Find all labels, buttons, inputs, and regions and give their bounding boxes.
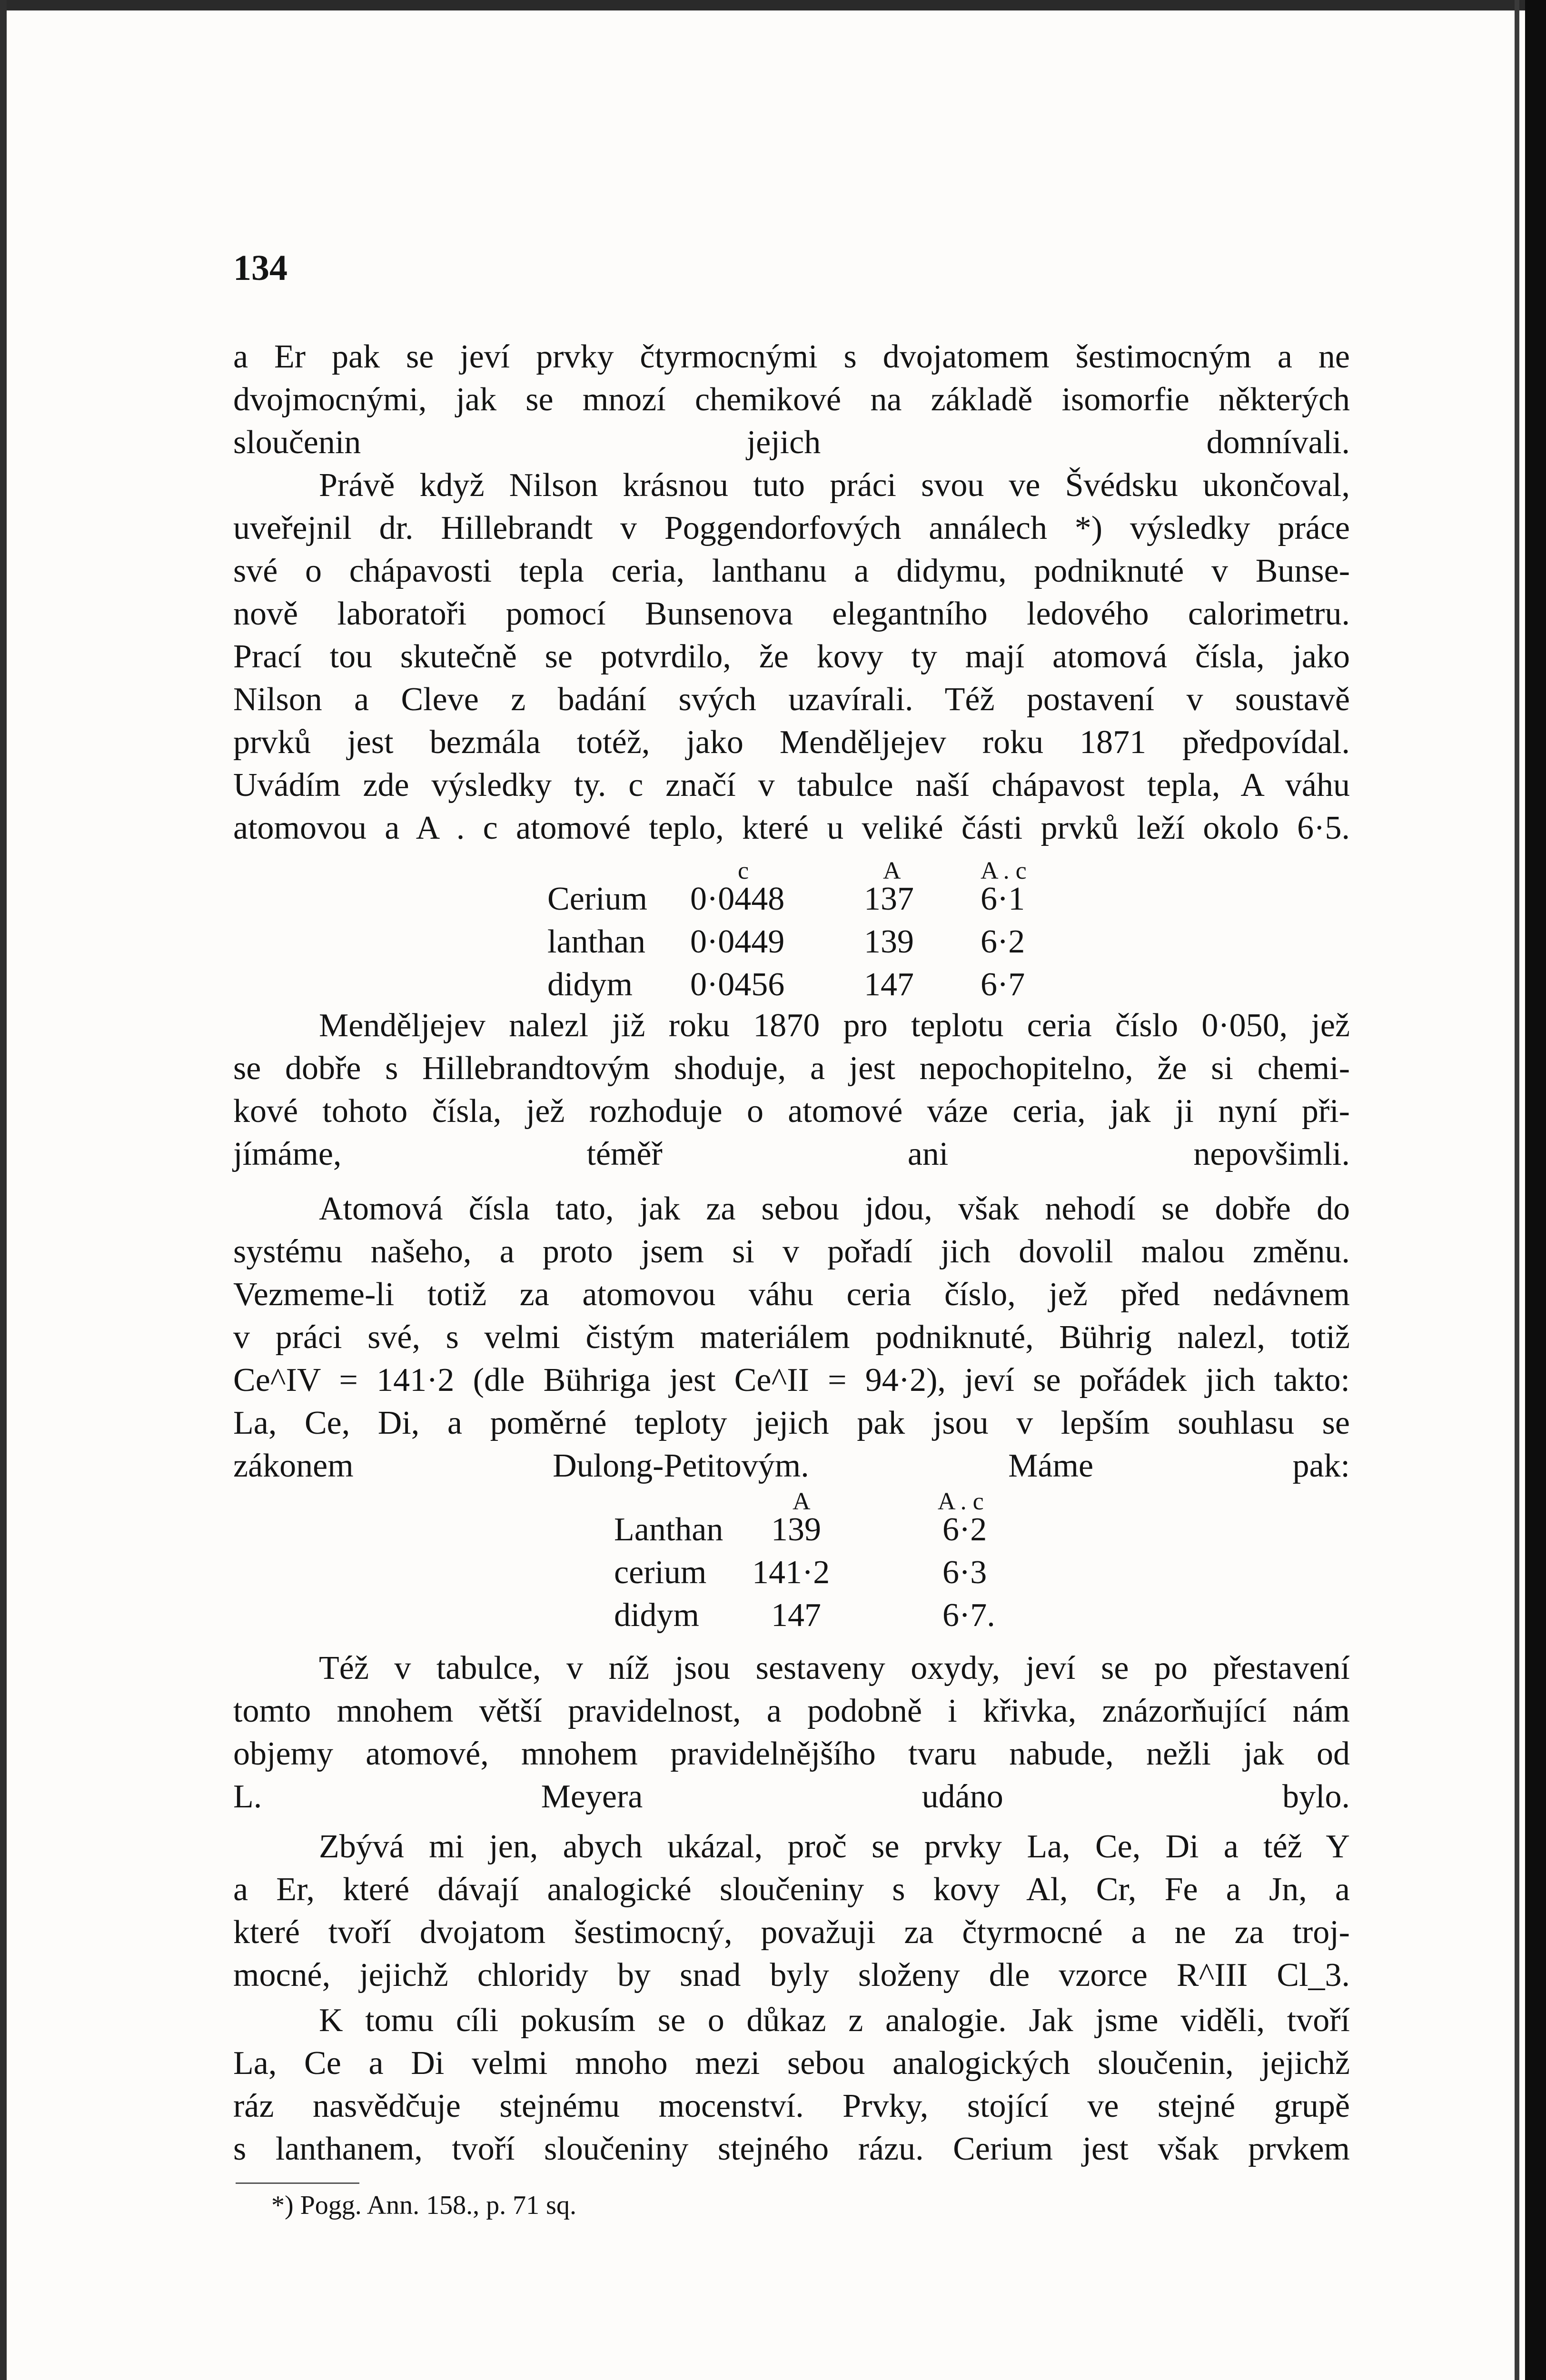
text-line: kové tohoto čísla, jež rozhoduje o atomové váze ceria, jak ji nyní při- — [233, 1093, 1350, 1130]
text-line: ráz nasvědčuje stejnému mocenství. Prvky, stojící ve stejné grupě — [233, 2088, 1350, 2124]
text-line: nově laboratoři pomocí Bunsenova elegantního ledového calorimetru. — [233, 595, 1350, 632]
table-cell: 137 — [864, 881, 914, 917]
footnote-rule — [236, 2182, 359, 2184]
paragraph-2 — [233, 464, 1350, 850]
table-specific-heat — [547, 857, 1071, 1009]
paragraph-5 — [233, 1647, 1350, 1818]
text-line: La, Ce, Di, a poměrné teploty jejich pak jsou v lepším souhlasu se — [233, 1405, 1350, 1441]
paragraph-6 — [233, 1825, 1350, 1997]
text-line: Zbývá mi jen, abych ukázal, proč se prvky La, Ce, Di a též Y — [319, 1828, 1350, 1865]
table-header: A . c — [938, 1488, 984, 1515]
text-line: Uvádím zde výsledky ty. c značí v tabulce naší chápavost tepla, A váhu — [233, 767, 1350, 803]
text-line: své o chápavosti tepla ceria, lanthanu a didymu, podniknuté v Bunse- — [233, 553, 1350, 589]
table-cell: cerium — [614, 1554, 707, 1591]
text-line: La, Ce a Di velmi mnoho mezi sebou analogických sloučenin, jejichž — [233, 2045, 1350, 2082]
text-line: které tvoří dvojatom šestimocný, považuji za čtyrmocné a ne za troj- — [233, 1914, 1350, 1951]
table-cell: 0·0449 — [690, 923, 785, 960]
scan-border-right — [1525, 0, 1546, 2380]
table-cell: 6·7 — [981, 966, 1025, 1003]
text-line: v práci své, s velmi čistým materiálem podniknuté, Bührig nalezl, totiž — [233, 1319, 1350, 1356]
table-header: A — [793, 1488, 811, 1515]
text-line: Prací tou skutečně se potvrdilo, že kovy ty mají atomová čísla, jako — [233, 638, 1350, 675]
scan-border-right-inner — [1515, 0, 1519, 2380]
text-line: objemy atomové, mnohem pravidelnějšího tvaru nabude, nežli jak od — [233, 1735, 1350, 1772]
text-line: uveřejnil dr. Hillebrandt v Poggendorfových annálech *) výsledky práce — [233, 510, 1350, 546]
text-line: dvojmocnými, jak se mnozí chemikové na základě isomorfie některých — [233, 381, 1350, 418]
text-line: prvků jest bezmála totéž, jako Menděljejev roku 1871 předpovídal. — [233, 724, 1350, 761]
table-cell: 6·2 — [942, 1511, 987, 1548]
text-line-last: L. Meyera udáno bylo. — [233, 1778, 1350, 1815]
paragraph-3 — [233, 1004, 1350, 1176]
table-cell: 6·2 — [981, 923, 1025, 960]
page-number: 134 — [233, 248, 287, 288]
table-cell: 6·1 — [981, 881, 1025, 917]
text-line: Atomová čísla tato, jak za sebou jdou, však nehodí se dobře do — [319, 1190, 1350, 1227]
footnote: *) Pogg. Ann. 158., p. 71 sq. — [271, 2191, 576, 2220]
table-atomic-heat — [614, 1488, 1019, 1640]
table-cell: 141·2 — [752, 1554, 830, 1591]
text-line: systému našeho, a proto jsem si v pořadí jich dovolil malou změnu. — [233, 1233, 1350, 1270]
text-line-last: atomovou a A . c atomové teplo, které u veliké části prvků leží okolo 6·5. — [233, 810, 1350, 846]
text-line: Menděljejev nalezl již roku 1870 pro teplotu ceria číslo 0·050, jež — [319, 1007, 1350, 1044]
table-cell: lanthan — [547, 923, 646, 960]
table-cell: 0·0456 — [690, 966, 785, 1003]
text-line: a Er pak se jeví prvky čtyrmocnými s dvojatomem šestimocným a ne — [233, 338, 1350, 375]
text-line: Nilson a Cleve z badání svých uzavírali. Též postavení v soustavě — [233, 681, 1350, 718]
paragraph-7 — [233, 1999, 1350, 2171]
table-cell: didym — [614, 1597, 699, 1634]
text-line: Vezmeme-li totiž za atomovou váhu ceria číslo, jež před nedávnem — [233, 1276, 1350, 1313]
table-cell: Lanthan — [614, 1511, 723, 1548]
table-cell: 0·0448 — [690, 881, 785, 917]
scan-border-top — [0, 0, 1546, 10]
table-cell: 147 — [771, 1597, 821, 1634]
text-line-last: sloučenin jejich domnívali. — [233, 424, 1350, 461]
scan-border-left — [0, 0, 7, 2380]
paragraph-1 — [233, 336, 1350, 464]
table-cell: Cerium — [547, 881, 647, 917]
text-line-last: s lanthanem, tvoří sloučeniny stejného rázu. Cerium jest však prvkem — [233, 2131, 1350, 2167]
table-cell: 6·3 — [942, 1554, 987, 1591]
text-line: Též v tabulce, v níž jsou sestaveny oxydy, jeví se po přestavení — [319, 1650, 1350, 1686]
table-header: c — [738, 857, 749, 884]
text-line-last: jímáme, téměř ani nepovšimli. — [233, 1136, 1350, 1172]
table-cell: didym — [547, 966, 633, 1003]
paragraph-4 — [233, 1188, 1350, 1488]
table-cell: 139 — [771, 1511, 821, 1548]
text-line-last: zákonem Dulong-Petitovým. Máme pak: — [233, 1448, 1350, 1484]
table-cell: 147 — [864, 966, 914, 1003]
text-line: K tomu cíli pokusím se o důkaz z analogie. Jak jsme viděli, tvoří — [319, 2002, 1350, 2039]
text-line: tomto mnohem větší pravidelnost, a podobně i křivka, znázorňující nám — [233, 1693, 1350, 1729]
table-cell: 139 — [864, 923, 914, 960]
table-header: A — [883, 857, 901, 884]
text-line: Ce^IV = 141·2 (dle Bühriga jest Ce^II = 94·2), jeví se pořádek jich takto: — [233, 1362, 1350, 1398]
text-line: Právě když Nilson krásnou tuto práci svou ve Švédsku ukončoval, — [319, 467, 1350, 504]
table-cell: 6·7. — [942, 1597, 995, 1634]
table-header: A . c — [981, 857, 1027, 884]
text-line: a Er, které dávají analogické sloučeniny s kovy Al, Cr, Fe a Jn, a — [233, 1871, 1350, 1908]
text-line-last: mocné, jejichž chloridy by snad byly složeny dle vzorce R^III Cl_3. — [233, 1957, 1350, 1993]
text-line: se dobře s Hillebrandtovým shoduje, a jest nepochopitelno, že si chemi- — [233, 1050, 1350, 1087]
